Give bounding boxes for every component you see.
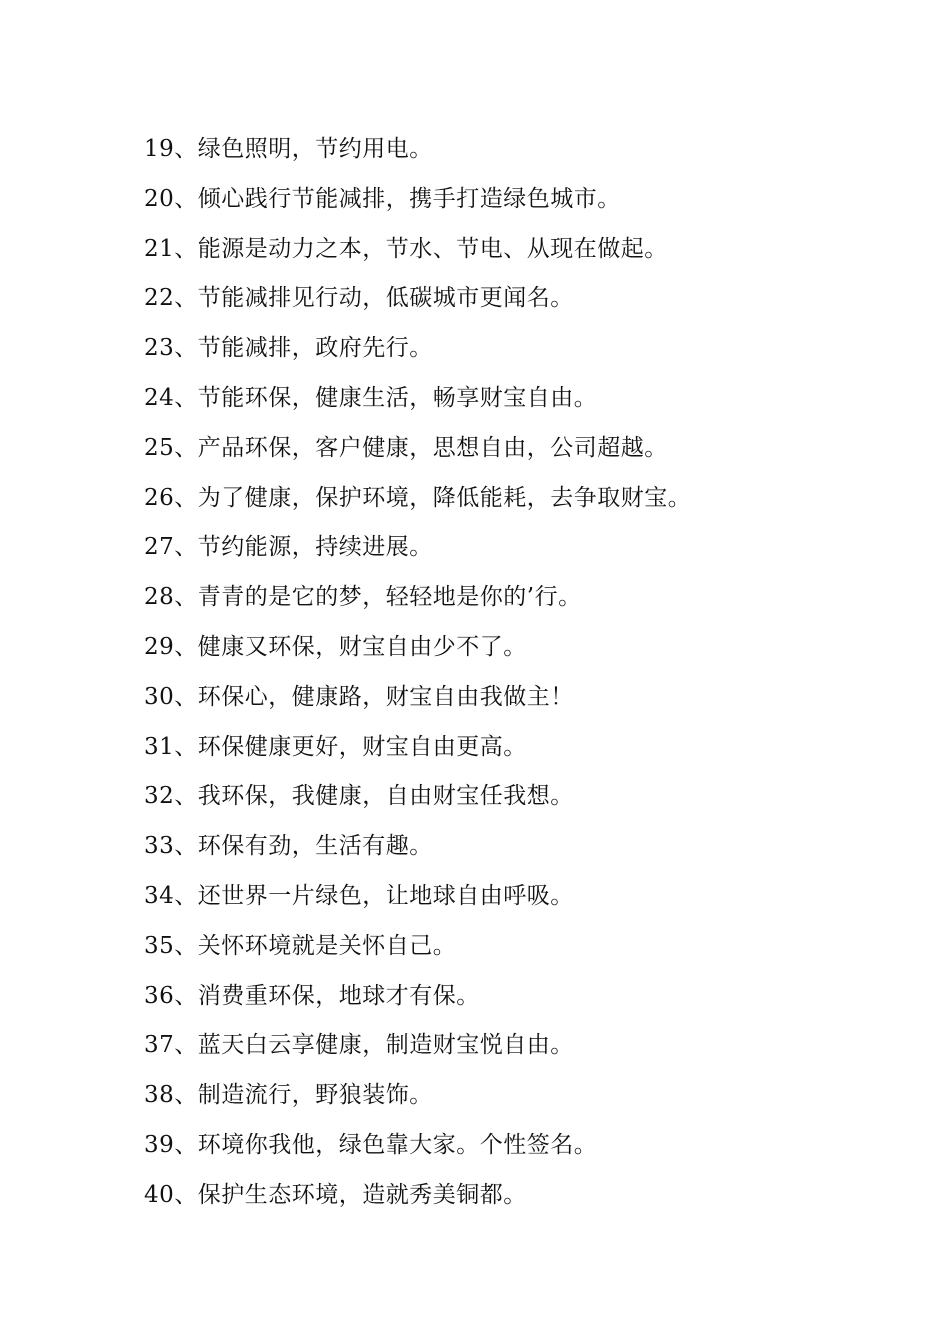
list-item: 22、节能减排见行动，低碳城市更闻名。 <box>144 285 574 312</box>
list-item: 29、健康又环保，财宝自由少不了。 <box>144 633 527 660</box>
list-item: 24、节能环保，健康生活，畅享财宝自由。 <box>144 384 598 411</box>
list-item: 34、还世界一片绿色，让地球自由呼吸。 <box>144 882 574 909</box>
list-item: 20、倾心践行节能减排，携手打造绿色城市。 <box>144 185 621 212</box>
list-item: 21、能源是动力之本，节水、节电、从现在做起。 <box>144 235 668 262</box>
list-item: 27、节约能源，持续进展。 <box>144 534 433 561</box>
list-item: 28、青青的是它的梦，轻轻地是你的’行。 <box>144 584 582 611</box>
slogan-list <box>144 131 904 1227</box>
list-item: 33、环保有劲，生活有趣。 <box>144 833 433 860</box>
list-item: 25、产品环保，客户健康，思想自由，公司超越。 <box>144 434 668 461</box>
list-item: 39、环境你我他，绿色靠大家。个性签名。 <box>144 1131 598 1158</box>
list-item: 38、制造流行，野狼装饰。 <box>144 1082 433 1109</box>
list-item: 35、关怀环境就是关怀自己。 <box>144 932 457 959</box>
list-item: 36、消费重环保，地球才有保。 <box>144 982 480 1009</box>
list-item: 37、蓝天白云享健康，制造财宝悦自由。 <box>144 1032 574 1059</box>
list-item: 40、保护生态环境，造就秀美铜都。 <box>144 1181 527 1208</box>
list-item: 31、环保健康更好，财宝自由更高。 <box>144 733 527 760</box>
list-item: 26、为了健康，保护环境，降低能耗，去争取财宝。 <box>144 484 692 511</box>
list-item: 23、节能减排，政府先行。 <box>144 335 433 362</box>
list-item: 19、绿色照明，节约用电。 <box>144 136 433 162</box>
list-item: 30、环保心，健康路，财宝自由我做主！ <box>144 683 574 710</box>
list-item: 32、我环保，我健康，自由财宝任我想。 <box>144 783 574 810</box>
